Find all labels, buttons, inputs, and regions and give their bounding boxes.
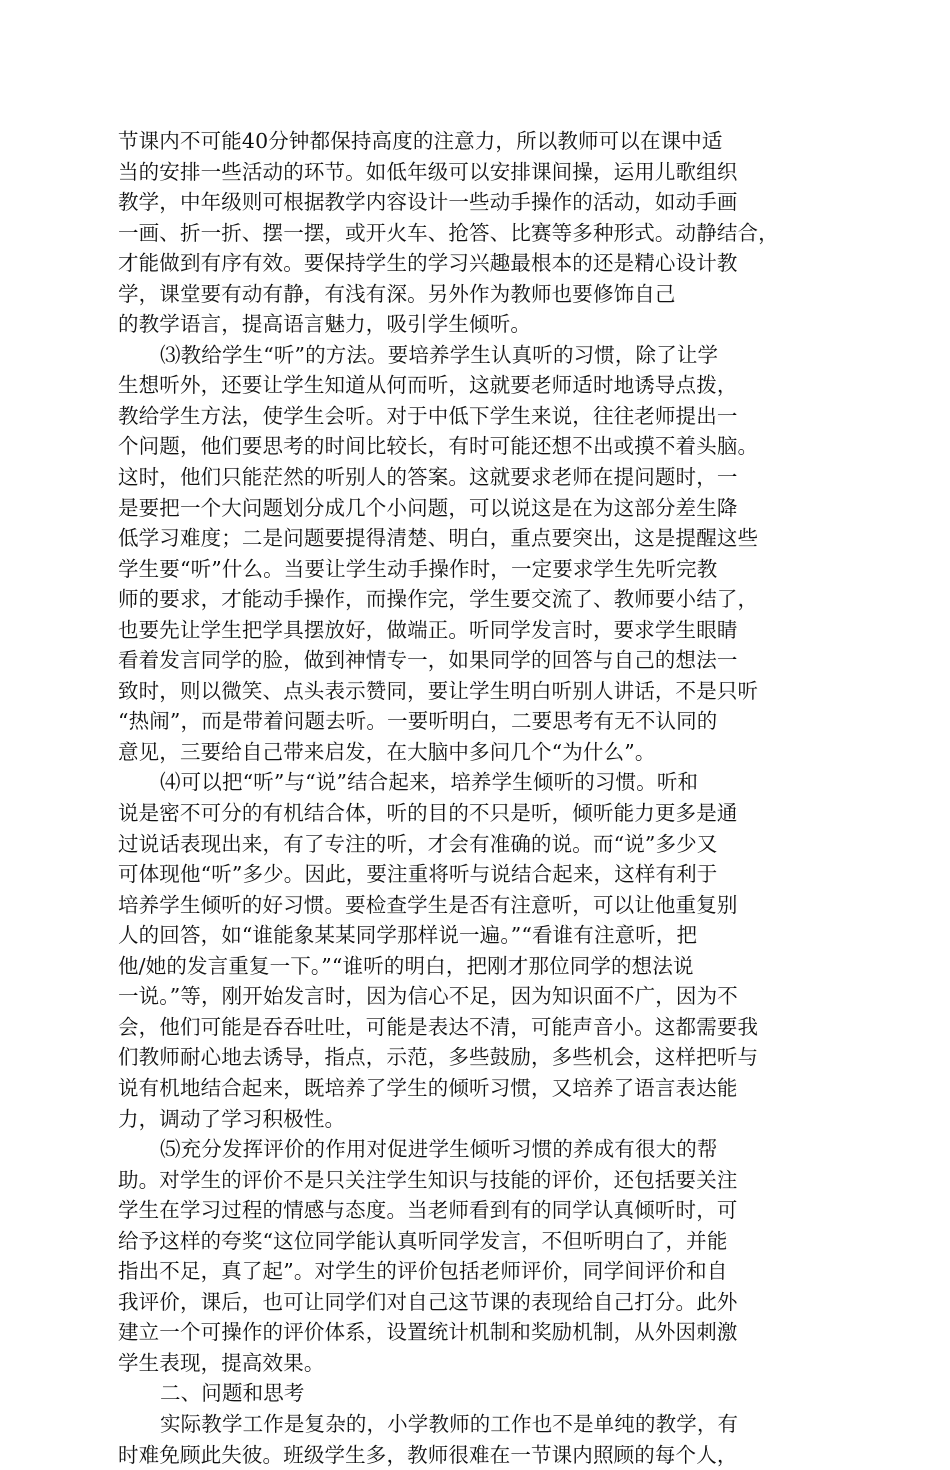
text-line: 师的要求，才能动手操作，而操作完，学生要交流了、教师要小结了， (118, 587, 759, 612)
text-line: 看着发言同学的脸，做到神情专一，如果同学的回答与自己的想法一 (118, 648, 738, 673)
text-line: 这时，他们只能茫然的听别人的答案。这就要求老师在提问题时，一 (118, 465, 738, 490)
text-line: 给予这样的夸奖“这位同学能认真听同学发言，不但听明白了，并能 (118, 1228, 728, 1253)
text-line: 是要把一个大问题划分成几个小问题，可以说这是在为这部分差生降 (118, 495, 738, 520)
text-line: 可体现他“听”多少。因此，要注重将听与说结合起来，这样有利于 (118, 862, 718, 887)
body-text (118, 126, 818, 1470)
text-line: 也要先让学生把学具摆放好，做端正。听同学发言时，要求学生眼睛 (118, 617, 738, 642)
text-line: 生想听外，还要让学生知道从何而听，这就要老师适时地诱导点拨， (118, 373, 738, 398)
text-line: 致时，则以微笑、点头表示赞同，要让学生明白听别人讲话，不是只听 (118, 678, 759, 703)
text-line: 人的回答，如“谁能象某某同学那样说一遍。”“看谁有注意听，把 (118, 923, 698, 948)
text-line: 个问题，他们要思考的时间比较长，有时可能还想不出或摸不着头脑。 (118, 434, 759, 459)
text-line: 我评价，课后，也可让同学们对自己这节课的表现给自己打分。此外 (118, 1289, 738, 1314)
text-line: 学生在学习过程的情感与态度。当老师看到有的同学认真倾听时，可 (118, 1198, 738, 1223)
text-line: 二、问题和思考 (160, 1381, 305, 1406)
text-line: 他/她的发言重复一下。”“谁听的明白，把刚才那位同学的想法说 (118, 953, 694, 978)
text-line: 说有机地结合起来，既培养了学生的倾听习惯，又培养了语言表达能 (118, 1075, 738, 1100)
text-line: 低学习难度；二是问题要提得清楚、明白，重点要突出，这是提醒这些 (118, 526, 759, 551)
text-line: 建立一个可操作的评价体系，设置统计机制和奖励机制，从外因刺激 (118, 1320, 738, 1345)
text-line: 节课内不可能40分钟都保持高度的注意力，所以教师可以在课中适 (118, 129, 723, 153)
text-line: 指出不足，真了起”。对学生的评价包括老师评价，同学间评价和自 (118, 1259, 728, 1284)
text-line: 教给学生方法，使学生会听。对于中低下学生来说，往往老师提出一 (118, 403, 738, 428)
text-line: 助。对学生的评价不是只关注学生知识与技能的评价，还包括要关注 (118, 1167, 738, 1192)
text-line: 会，他们可能是吞吞吐吐，可能是表达不清，可能声音小。这都需要我 (118, 1014, 759, 1039)
text-line: 才能做到有序有效。要保持学生的学习兴趣最根本的还是精心设计教 (118, 251, 738, 276)
text-line: 培养学生倾听的好习惯。要检查学生是否有注意听，可以让他重复别 (118, 892, 738, 917)
text-line: 时难免顾此失彼。班级学生多，教师很难在一节课内照顾的每个人， (118, 1442, 738, 1467)
text-line: ⑶教给学生“听”的方法。要培养学生认真听的习惯，除了让学 (160, 342, 719, 367)
text-line: ⑷可以把“听”与“说”结合起来，培养学生倾听的习惯。听和 (160, 770, 699, 795)
text-line: 当的安排一些活动的环节。如低年级可以安排课间操，运用儿歌组织 (118, 159, 738, 184)
text-line: 的教学语言，提高语言魅力，吸引学生倾听。 (118, 312, 531, 337)
text-line: 学生要“听”什么。当要让学生动手操作时，一定要求学生先听完教 (118, 556, 718, 581)
text-line: 教学，中年级则可根据教学内容设计一些动手操作的活动，如动手画 (118, 190, 738, 215)
text-line: 一画、折一折、摆一摆，或开火车、抢答、比赛等多种形式。动静结合， (118, 220, 779, 245)
text-line: 意见，三要给自己带来启发，在大脑中多问几个“为什么”。 (118, 739, 656, 764)
text-line: 们教师耐心地去诱导，指点，示范，多些鼓励，多些机会，这样把听与 (118, 1045, 759, 1070)
text-line: 学，课堂要有动有静，有浅有深。另外作为教师也要修饰自己 (118, 281, 676, 306)
text-line: 力，调动了学习积极性。 (118, 1106, 346, 1131)
text-line: 学生表现，提高效果。 (118, 1350, 325, 1375)
text-line: “热闹”，而是带着问题去听。一要听明白，二要思考有无不认同的 (118, 709, 718, 734)
text-line: 说是密不可分的有机结合体，听的目的不只是听，倾听能力更多是通 (118, 801, 738, 826)
text-line: 一说。”等，刚开始发言时，因为信心不足，因为知识面不广，因为不 (118, 984, 738, 1009)
text-line: ⑸充分发挥评价的作用对促进学生倾听习惯的养成有很大的帮 (160, 1137, 718, 1162)
text-line: 实际教学工作是复杂的，小学教师的工作也不是单纯的教学，有 (160, 1411, 739, 1436)
text-line: 过说话表现出来，有了专注的听，才会有准确的说。而“说”多少又 (118, 831, 718, 856)
